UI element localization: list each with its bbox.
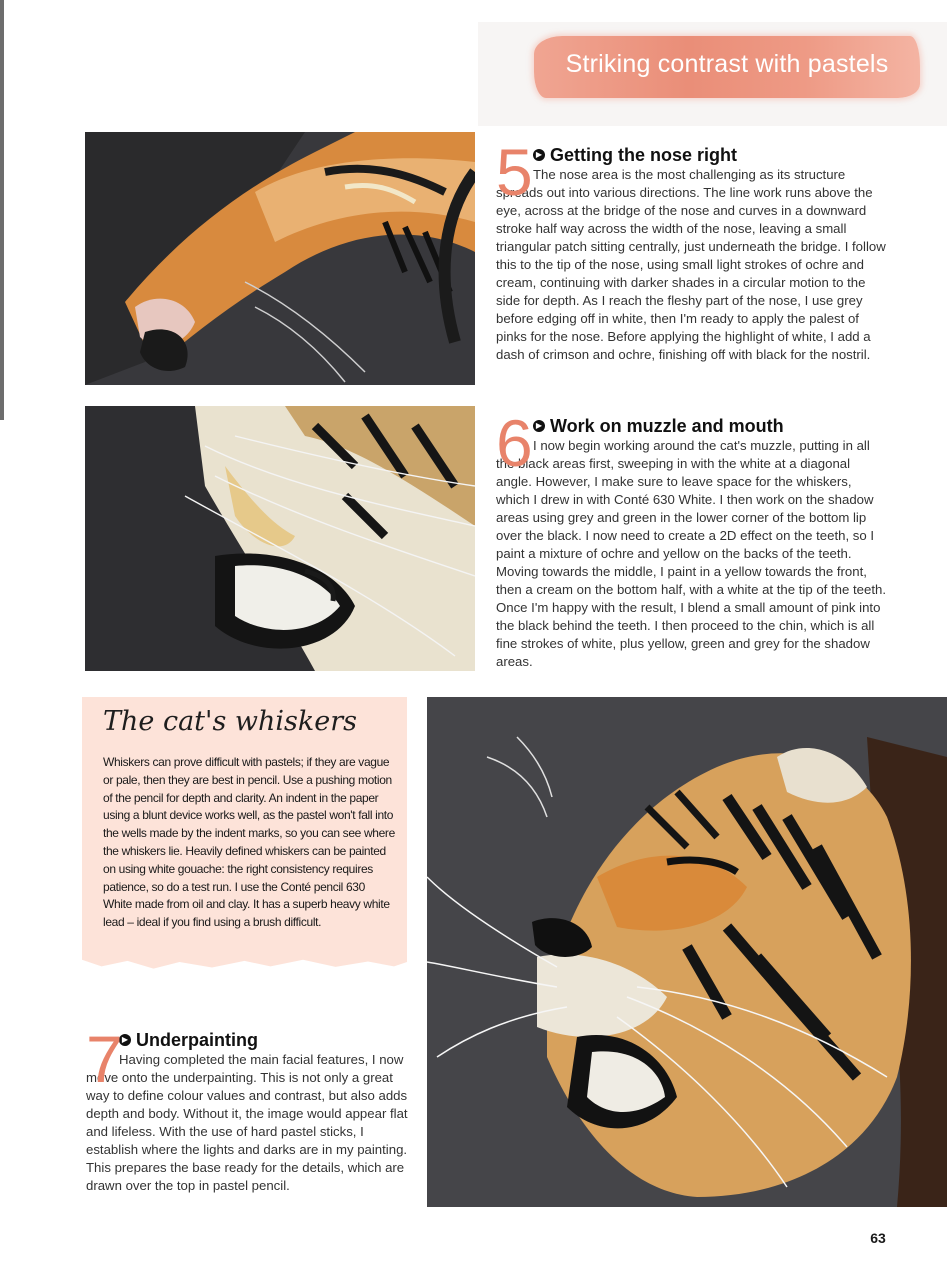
tip-box-title: The cat's whiskers: [103, 706, 357, 737]
step-title: Getting the nose right: [550, 144, 737, 165]
play-circle-icon: ▶: [533, 420, 545, 432]
step-number: 5: [496, 135, 533, 209]
nose-closeup-image: [85, 132, 475, 385]
step-6: [496, 406, 886, 671]
step-title: Work on muzzle and mouth: [550, 415, 784, 436]
step-5: [496, 135, 886, 364]
step-number: 7: [86, 1022, 123, 1096]
step-heading: [533, 144, 886, 166]
muzzle-closeup-image: [85, 406, 475, 671]
step-body-text: Having completed the main facial features, I now move onto the underpainting. This is not only a great way to define colour values and contrast, but also adds depth and body. Without it, the image would appear flat and lifeless. With the use of hard pastel sticks, I establish where the lights and darks are in my painting. This prepares the base ready for the details, which are drawn over the top in pastel pencil.: [86, 1052, 408, 1193]
step-body: [496, 437, 886, 671]
step-7: [86, 1022, 408, 1195]
play-circle-icon: ▶: [119, 1034, 131, 1046]
play-circle-icon: ▶: [533, 149, 545, 161]
step-body-text: The nose area is the most challenging as its structure spreads out into various directions. The line work runs above the eye, across at the bridge of the nose and curves in a downward stroke half way across the width of the nose, leaving a small triangular patch sitting centrally, just underneath the bridge. I follow this to the tip of the nose, using small light strokes of ochre and cream, continuing with darker shades in a circular motion to the side for depth. As I reach the fleshy part of the nose, I use grey before edging off in white, then I'm ready to apply the palest of pinks for the nose. Before applying the highlight of white, I add a dash of crimson and ochre, finishing off with black for the nostril.: [496, 167, 886, 362]
page-number: 63: [870, 1230, 886, 1246]
step-heading: [533, 415, 886, 437]
step-number: 6: [496, 406, 533, 480]
step-title: Underpainting: [136, 1029, 258, 1050]
tip-box-body: Whiskers can prove difficult with pastels; if they are vague or pale, then they are best in pencil. Use a pushing motion of the pencil for depth and clarity. An indent in the paper using a blunt device works well, as the pastel won't fall into the wells made by the indent marks, so you can see where the whiskers lie. Heavily defined whiskers can be painted on using white gouache: the right consistency requires patience, so do a test run. I use the Conté pencil 630 White made from oil and clay. It has a superb heavy white lead – ideal if you find using a brush difficult.: [103, 755, 395, 930]
step-body: [86, 1051, 408, 1195]
step-heading: [119, 1029, 408, 1051]
step-body: [496, 166, 886, 364]
step-body-text: I now begin working around the cat's muzzle, putting in all the black areas first, sweeping in with the white at a diagonal angle. However, I make sure to leave space for the whiskers, which I drew in with Conté 630 White. I then work on the shadow areas using grey and green in the lower corner of the bottom lip over the black. I now need to create a 2D effect on the teeth, so I paint a mixture of ochre and yellow on the backs of the teeth. Moving towards the middle, I paint in a yellow towards the front, then a cream on the bottom half, with a white at the tip of the teeth. Once I'm happy with the result, I blend a small amount of pink into the black behind the teeth. I then proceed to the chin, which is all fine strokes of white, plus yellow, green and grey for the shadow areas.: [496, 438, 886, 669]
page-title: Striking contrast with pastels: [565, 50, 889, 78]
tiger-painting-image: [427, 697, 947, 1207]
page-gutter-strip: [0, 0, 4, 420]
